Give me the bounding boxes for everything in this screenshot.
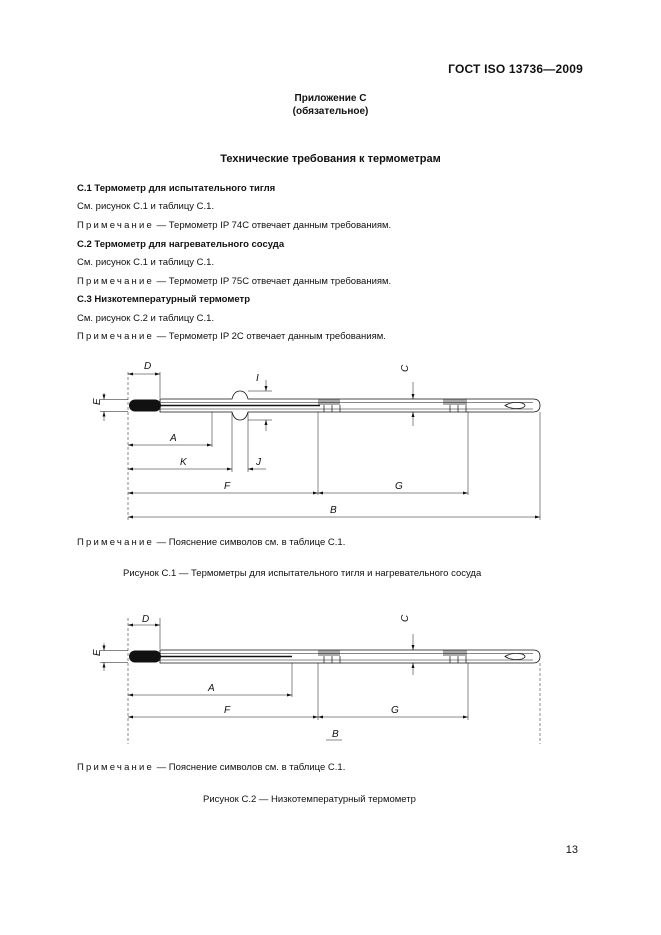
dim-label-a: A	[170, 433, 177, 444]
section-c3-heading: С.3 Низкотемпературный термометр	[77, 294, 251, 305]
note-text: — Термометр IP 74C отвечает данным требованиям.	[154, 220, 392, 231]
page-number: 13	[565, 844, 578, 856]
dim-label-b: B	[330, 505, 337, 516]
thermometer-bulb	[129, 651, 161, 663]
annex-title: Приложение С	[294, 93, 367, 104]
dim-label-e: E	[92, 398, 103, 405]
tube-top-bulb	[505, 653, 525, 659]
dim-label-a: A	[208, 683, 215, 694]
note-label: Примечание	[77, 537, 154, 548]
dim-label-f: F	[224, 481, 231, 492]
standard-number: ГОСТ ISO 13736—2009	[448, 62, 583, 76]
section-c1-note	[77, 220, 391, 231]
figure-c2-thermometer-drawing	[0, 605, 661, 745]
thermometer-bulb	[129, 400, 161, 412]
dim-label-f: F	[224, 705, 231, 716]
dim-label-i: I	[256, 373, 259, 384]
note-label: Примечание	[77, 276, 154, 287]
dim-label-g: G	[391, 705, 399, 716]
section-c3-text: См. рисунок С.2 и таблицу С.1.	[77, 313, 215, 324]
dim-label-e: E	[92, 649, 103, 656]
scale-segment-2	[444, 399, 466, 412]
dim-label-b: B	[332, 729, 339, 740]
dim-label-d: D	[144, 361, 152, 372]
dim-label-d: D	[142, 614, 150, 625]
scale-segment-2	[444, 650, 466, 663]
note-label: Примечание	[77, 331, 154, 342]
note-text: — Термометр IP 75C отвечает данным требованиям.	[154, 276, 392, 287]
main-heading: Технические требования к термометрам	[220, 153, 441, 165]
note-text: — Пояснение символов см. в таблице С.1.	[154, 537, 346, 548]
section-c1-text: См. рисунок С.1 и таблицу С.1.	[77, 201, 215, 212]
note-text: — Пояснение символов см. в таблице С.1.	[154, 762, 346, 773]
annex-status: (обязательное)	[292, 106, 369, 117]
figure-c2-caption: Рисунок С.2 — Низкотемпературный термометр	[203, 794, 416, 805]
tube-top-bulb	[505, 402, 525, 408]
note-label: Примечание	[77, 220, 154, 231]
scale-segment-1	[319, 650, 340, 663]
figure-c1-note	[77, 537, 345, 548]
section-c2-heading: С.2 Термометр для нагревательного сосуда	[77, 239, 285, 250]
dim-label-j: J	[256, 457, 261, 468]
note-text: — Термометр IP 2C отвечает данным требованиям.	[154, 331, 386, 342]
figure-c1-caption: Рисунок С.1 — Термометры для испытательного тигля и нагревательного сосуда	[123, 568, 482, 579]
dim-label-c: C	[400, 364, 411, 372]
dim-label-k: K	[180, 457, 187, 468]
figure-c1-thermometer-drawing	[0, 355, 661, 525]
dim-label-c: C	[400, 614, 411, 622]
section-c2-text: См. рисунок С.1 и таблицу С.1.	[77, 257, 215, 268]
dimension-arrows	[103, 373, 541, 519]
figure-c2-note	[77, 762, 345, 773]
section-c2-note	[77, 276, 391, 287]
scale-segment-1	[319, 399, 340, 412]
note-label: Примечание	[77, 762, 154, 773]
section-c3-note	[77, 331, 386, 342]
dim-label-g: G	[395, 481, 403, 492]
section-c1-heading: С.1 Термометр для испытательного тигля	[77, 183, 276, 194]
